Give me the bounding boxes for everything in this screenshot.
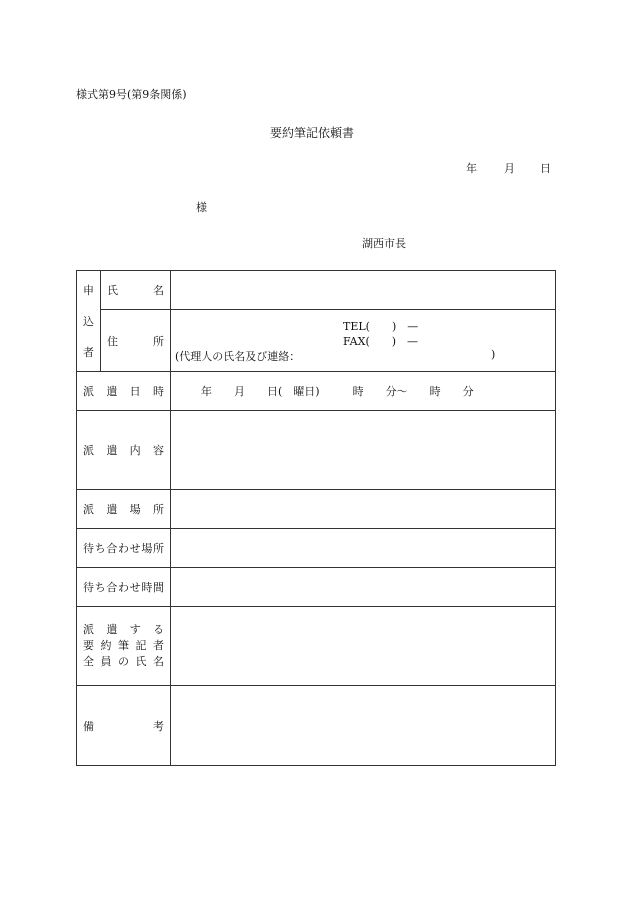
meeting-place-label: 待ち合わせ場所 <box>77 529 171 568</box>
dispatch-datetime-label: 派遣日時 <box>77 372 171 411</box>
dispatch-datetime-row <box>77 372 556 411</box>
address-field[interactable] <box>171 310 556 372</box>
remarks-field[interactable] <box>171 686 556 766</box>
meeting-place-field[interactable] <box>171 529 556 568</box>
meeting-place-row <box>77 529 556 568</box>
request-form-table <box>76 270 556 766</box>
fax-line: FAX( ) — <box>343 335 419 348</box>
tel-line: TEL( ) — <box>343 320 419 333</box>
dispatch-content-row <box>77 411 556 490</box>
name-field[interactable] <box>171 271 556 310</box>
writers-label <box>77 607 171 686</box>
issuer: 湖西市長 <box>362 237 406 250</box>
date-month: 月 <box>504 162 515 175</box>
meeting-time-row <box>77 568 556 607</box>
writers-label-line-2: 要約筆記者 <box>83 639 164 652</box>
name-label: 氏 名 <box>101 271 171 310</box>
remarks-label: 備 考 <box>77 686 171 766</box>
applicant-address-row <box>77 310 556 372</box>
applicant-char-1: 申 <box>83 283 94 297</box>
applicant-char-3: 者 <box>83 345 94 359</box>
writers-label-line-1: 派遣する <box>83 623 164 636</box>
dispatch-place-label: 派遣場所 <box>77 490 171 529</box>
dispatch-datetime-field[interactable] <box>171 372 556 411</box>
applicant-char-2: 込 <box>83 314 94 328</box>
writers-label-line-3: 全員の氏名 <box>83 655 164 668</box>
dispatch-place-field[interactable] <box>171 490 556 529</box>
address-label: 住 所 <box>101 310 171 372</box>
dispatch-content-field[interactable] <box>171 411 556 490</box>
agent-close: ) <box>491 348 496 361</box>
writers-field[interactable] <box>171 607 556 686</box>
meeting-time-field[interactable] <box>171 568 556 607</box>
applicant-name-row <box>77 271 556 310</box>
document-title: 要約筆記依頼書 <box>270 126 355 140</box>
meeting-time-label: 待ち合わせ時間 <box>77 568 171 607</box>
dispatch-datetime-value: 年 月 日( 曜日) 時 分〜 時 分 <box>201 385 474 398</box>
applicant-group-label <box>77 271 101 372</box>
remarks-row <box>77 686 556 766</box>
date-day: 日 <box>540 162 551 175</box>
form-number: 様式第9号(第9条関係) <box>76 88 187 101</box>
writers-row <box>77 607 556 686</box>
date-year: 年 <box>466 162 477 175</box>
dispatch-content-label: 派遣内容 <box>77 411 171 490</box>
addressee-suffix: 様 <box>196 201 207 214</box>
agent-line: (代理人の氏名及び連絡： <box>175 350 301 363</box>
dispatch-place-row <box>77 490 556 529</box>
